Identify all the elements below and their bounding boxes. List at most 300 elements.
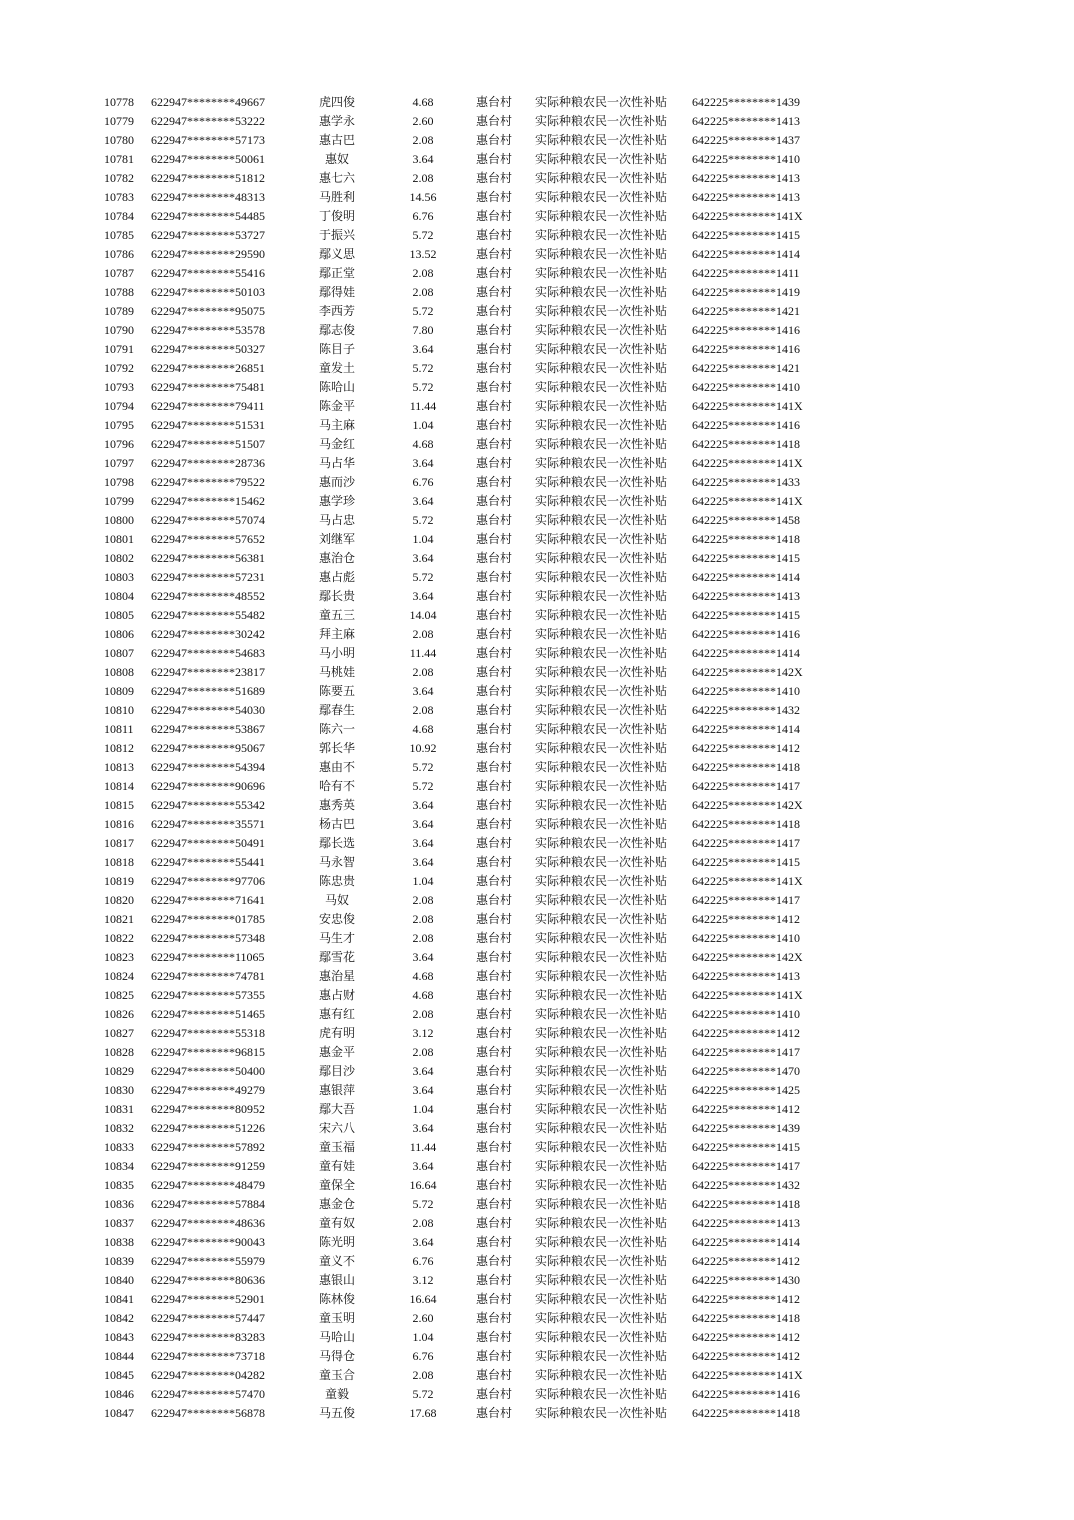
subsidy-amount: 3.64 xyxy=(412,1159,434,1173)
row-number: 10810 xyxy=(104,703,134,717)
bank-account: 622947********83283 xyxy=(151,1330,265,1344)
subsidy-type: 实际种粮农民一次性补贴 xyxy=(535,969,668,983)
subsidy-amount: 3.64 xyxy=(412,1121,434,1135)
row-number: 10801 xyxy=(104,532,134,546)
row-number: 10835 xyxy=(104,1178,134,1192)
village: 惠台村 xyxy=(476,1216,513,1230)
recipient-name: 惠占财 xyxy=(318,988,355,1002)
village: 惠台村 xyxy=(476,817,513,831)
id-number: 642225********1416 xyxy=(692,418,800,432)
row-number: 10843 xyxy=(104,1330,134,1344)
id-number: 642225********1470 xyxy=(692,1064,800,1078)
subsidy-type: 实际种粮农民一次性补贴 xyxy=(535,1083,668,1097)
subsidy-type: 实际种粮农民一次性补贴 xyxy=(535,1159,668,1173)
bank-account: 622947********48313 xyxy=(151,190,265,204)
table-row xyxy=(0,321,1074,340)
row-number: 10816 xyxy=(104,817,134,831)
row-number: 10791 xyxy=(104,342,134,356)
table-row xyxy=(0,1081,1074,1100)
subsidy-amount: 2.08 xyxy=(412,171,434,185)
row-number: 10781 xyxy=(104,152,134,166)
id-number: 642225********1437 xyxy=(692,133,800,147)
recipient-name: 童玉明 xyxy=(318,1311,355,1325)
bank-account: 622947********56878 xyxy=(151,1406,265,1420)
id-number: 642225********1458 xyxy=(692,513,800,527)
bank-account: 622947********57231 xyxy=(151,570,265,584)
subsidy-type: 实际种粮农民一次性补贴 xyxy=(535,950,668,964)
bank-account: 622947********15462 xyxy=(151,494,265,508)
recipient-name: 鄢雪花 xyxy=(318,950,355,964)
row-number: 10783 xyxy=(104,190,134,204)
row-number: 10817 xyxy=(104,836,134,850)
recipient-name: 鄢长贵 xyxy=(318,589,355,603)
row-number: 10788 xyxy=(104,285,134,299)
row-number: 10789 xyxy=(104,304,134,318)
subsidy-amount: 14.56 xyxy=(409,190,437,204)
subsidy-amount: 2.08 xyxy=(412,1045,434,1059)
subsidy-amount: 3.64 xyxy=(412,551,434,565)
subsidy-amount: 3.64 xyxy=(412,817,434,831)
subsidy-amount: 3.64 xyxy=(412,589,434,603)
subsidy-type: 实际种粮农民一次性补贴 xyxy=(535,380,668,394)
village: 惠台村 xyxy=(476,513,513,527)
recipient-name: 哈有不 xyxy=(318,779,355,793)
recipient-name: 童玉福 xyxy=(318,1140,355,1154)
table-row xyxy=(0,1024,1074,1043)
bank-account: 622947********48636 xyxy=(151,1216,265,1230)
village: 惠台村 xyxy=(476,551,513,565)
bank-account: 622947********26851 xyxy=(151,361,265,375)
village: 惠台村 xyxy=(476,608,513,622)
recipient-name: 鄢目沙 xyxy=(318,1064,355,1078)
subsidy-type: 实际种粮农民一次性补贴 xyxy=(535,1254,668,1268)
village: 惠台村 xyxy=(476,1368,513,1382)
subsidy-type: 实际种粮农民一次性补贴 xyxy=(535,627,668,641)
row-number: 10841 xyxy=(104,1292,134,1306)
recipient-name: 惠金仓 xyxy=(318,1197,355,1211)
subsidy-amount: 2.08 xyxy=(412,912,434,926)
subsidy-amount: 10.92 xyxy=(409,741,437,755)
village: 惠台村 xyxy=(476,95,513,109)
id-number: 642225********1417 xyxy=(692,893,800,907)
subsidy-type: 实际种粮农民一次性补贴 xyxy=(535,1007,668,1021)
table-row xyxy=(0,93,1074,112)
subsidy-amount: 3.64 xyxy=(412,684,434,698)
recipient-name: 马生才 xyxy=(318,931,355,945)
row-number: 10829 xyxy=(104,1064,134,1078)
id-number: 642225********1418 xyxy=(692,1406,800,1420)
village: 惠台村 xyxy=(476,570,513,584)
subsidy-type: 实际种粮农民一次性补贴 xyxy=(535,722,668,736)
subsidy-type: 实际种粮农民一次性补贴 xyxy=(535,1102,668,1116)
id-number: 642225********1418 xyxy=(692,532,800,546)
id-number: 642225********1425 xyxy=(692,1083,800,1097)
subsidy-amount: 5.72 xyxy=(412,228,434,242)
bank-account: 622947********49667 xyxy=(151,95,265,109)
subsidy-type: 实际种粮农民一次性补贴 xyxy=(535,456,668,470)
table-row xyxy=(0,511,1074,530)
village: 惠台村 xyxy=(476,665,513,679)
table-row xyxy=(0,435,1074,454)
bank-account: 622947********50061 xyxy=(151,152,265,166)
village: 惠台村 xyxy=(476,114,513,128)
village: 惠台村 xyxy=(476,1235,513,1249)
id-number: 642225********1421 xyxy=(692,361,800,375)
bank-account: 622947********53727 xyxy=(151,228,265,242)
recipient-name: 刘继军 xyxy=(318,532,355,546)
subsidy-amount: 4.68 xyxy=(412,969,434,983)
recipient-name: 鄢义思 xyxy=(318,247,355,261)
row-number: 10815 xyxy=(104,798,134,812)
village: 惠台村 xyxy=(476,171,513,185)
id-number: 642225********1419 xyxy=(692,285,800,299)
table-row xyxy=(0,454,1074,473)
table-row xyxy=(0,1347,1074,1366)
id-number: 642225********1418 xyxy=(692,1197,800,1211)
village: 惠台村 xyxy=(476,1349,513,1363)
row-number: 10830 xyxy=(104,1083,134,1097)
village: 惠台村 xyxy=(476,532,513,546)
bank-account: 622947********57447 xyxy=(151,1311,265,1325)
row-number: 10780 xyxy=(104,133,134,147)
recipient-name: 童发土 xyxy=(318,361,355,375)
recipient-name: 惠银山 xyxy=(318,1273,355,1287)
row-number: 10807 xyxy=(104,646,134,660)
id-number: 642225********1413 xyxy=(692,1216,800,1230)
id-number: 642225********1410 xyxy=(692,1007,800,1021)
id-number: 642225********1416 xyxy=(692,342,800,356)
subsidy-amount: 1.04 xyxy=(412,1330,434,1344)
subsidy-type: 实际种粮农民一次性补贴 xyxy=(535,988,668,1002)
id-number: 642225********1413 xyxy=(692,190,800,204)
id-number: 642225********1412 xyxy=(692,1026,800,1040)
row-number: 10786 xyxy=(104,247,134,261)
bank-account: 622947********54030 xyxy=(151,703,265,717)
id-number: 642225********1432 xyxy=(692,703,800,717)
row-number: 10800 xyxy=(104,513,134,527)
table-row xyxy=(0,891,1074,910)
subsidy-amount: 17.68 xyxy=(409,1406,437,1420)
subsidy-amount: 6.76 xyxy=(412,1254,434,1268)
subsidy-amount: 5.72 xyxy=(412,1197,434,1211)
bank-account: 622947********57470 xyxy=(151,1387,265,1401)
subsidy-amount: 5.72 xyxy=(412,361,434,375)
subsidy-amount: 6.76 xyxy=(412,1349,434,1363)
bank-account: 622947********75481 xyxy=(151,380,265,394)
table-row xyxy=(0,815,1074,834)
table-row xyxy=(0,1404,1074,1423)
subsidy-amount: 7.80 xyxy=(412,323,434,337)
row-number: 10837 xyxy=(104,1216,134,1230)
bank-account: 622947********91259 xyxy=(151,1159,265,1173)
village: 惠台村 xyxy=(476,437,513,451)
subsidy-amount: 3.64 xyxy=(412,1064,434,1078)
subsidy-amount: 3.64 xyxy=(412,456,434,470)
recipient-name: 惠奴 xyxy=(324,152,349,166)
subsidy-type: 实际种粮农民一次性补贴 xyxy=(535,1406,668,1420)
bank-account: 622947********51507 xyxy=(151,437,265,451)
bank-account: 622947********79411 xyxy=(151,399,265,413)
row-number: 10831 xyxy=(104,1102,134,1116)
row-number: 10823 xyxy=(104,950,134,964)
subsidy-amount: 3.64 xyxy=(412,1235,434,1249)
bank-account: 622947********57884 xyxy=(151,1197,265,1211)
id-number: 642225********1415 xyxy=(692,608,800,622)
subsidy-type: 实际种粮农民一次性补贴 xyxy=(535,1216,668,1230)
id-number: 642225********1415 xyxy=(692,551,800,565)
subsidy-amount: 1.04 xyxy=(412,874,434,888)
subsidy-type: 实际种粮农民一次性补贴 xyxy=(535,1235,668,1249)
table-row xyxy=(0,1233,1074,1252)
row-number: 10838 xyxy=(104,1235,134,1249)
recipient-name: 鄢志俊 xyxy=(318,323,355,337)
village: 惠台村 xyxy=(476,931,513,945)
recipient-name: 童五三 xyxy=(318,608,355,622)
village: 惠台村 xyxy=(476,950,513,964)
recipient-name: 陈目子 xyxy=(318,342,355,356)
recipient-name: 惠金平 xyxy=(318,1045,355,1059)
recipient-name: 惠古巴 xyxy=(318,133,355,147)
table-row xyxy=(0,1366,1074,1385)
subsidy-type: 实际种粮农民一次性补贴 xyxy=(535,741,668,755)
table-row xyxy=(0,150,1074,169)
subsidy-amount: 2.08 xyxy=(412,627,434,641)
village: 惠台村 xyxy=(476,456,513,470)
row-number: 10840 xyxy=(104,1273,134,1287)
subsidy-type: 实际种粮农民一次性补贴 xyxy=(535,494,668,508)
id-number: 642225********1410 xyxy=(692,380,800,394)
bank-account: 622947********96815 xyxy=(151,1045,265,1059)
bank-account: 622947********53222 xyxy=(151,114,265,128)
bank-account: 622947********57892 xyxy=(151,1140,265,1154)
table-row xyxy=(0,397,1074,416)
subsidy-amount: 5.72 xyxy=(412,779,434,793)
recipient-name: 马桃娃 xyxy=(318,665,355,679)
subsidy-amount: 5.72 xyxy=(412,380,434,394)
subsidy-amount: 14.04 xyxy=(409,608,437,622)
recipient-name: 陈光明 xyxy=(318,1235,355,1249)
row-number: 10828 xyxy=(104,1045,134,1059)
id-number: 642225********1414 xyxy=(692,1235,800,1249)
row-number: 10824 xyxy=(104,969,134,983)
table-row xyxy=(0,682,1074,701)
row-number: 10845 xyxy=(104,1368,134,1382)
bank-account: 622947********90043 xyxy=(151,1235,265,1249)
village: 惠台村 xyxy=(476,836,513,850)
village: 惠台村 xyxy=(476,1254,513,1268)
subsidy-amount: 2.08 xyxy=(412,285,434,299)
subsidy-amount: 11.44 xyxy=(409,646,437,660)
subsidy-type: 实际种粮农民一次性补贴 xyxy=(535,1387,668,1401)
subsidy-amount: 2.08 xyxy=(412,931,434,945)
subsidy-amount: 6.76 xyxy=(412,209,434,223)
village: 惠台村 xyxy=(476,494,513,508)
id-number: 642225********1412 xyxy=(692,1349,800,1363)
village: 惠台村 xyxy=(476,1311,513,1325)
recipient-name: 陈要五 xyxy=(318,684,355,698)
subsidy-type: 实际种粮农民一次性补贴 xyxy=(535,1026,668,1040)
village: 惠台村 xyxy=(476,855,513,869)
bank-account: 622947********55318 xyxy=(151,1026,265,1040)
recipient-name: 马占忠 xyxy=(318,513,355,527)
table-row xyxy=(0,739,1074,758)
recipient-name: 惠而沙 xyxy=(318,475,355,489)
table-row xyxy=(0,1176,1074,1195)
village: 惠台村 xyxy=(476,209,513,223)
bank-account: 622947********51812 xyxy=(151,171,265,185)
subsidy-type: 实际种粮农民一次性补贴 xyxy=(535,703,668,717)
recipient-name: 鄢长选 xyxy=(318,836,355,850)
recipient-name: 鄢正堂 xyxy=(318,266,355,280)
subsidy-amount: 5.72 xyxy=(412,1387,434,1401)
subsidy-type: 实际种粮农民一次性补贴 xyxy=(535,1140,668,1154)
row-number: 10797 xyxy=(104,456,134,470)
id-number: 642225********1410 xyxy=(692,684,800,698)
subsidy-amount: 3.12 xyxy=(412,1026,434,1040)
subsidy-amount: 5.72 xyxy=(412,513,434,527)
subsidy-type: 实际种粮农民一次性补贴 xyxy=(535,304,668,318)
bank-account: 622947********54394 xyxy=(151,760,265,774)
subsidy-type: 实际种粮农民一次性补贴 xyxy=(535,1064,668,1078)
table-row xyxy=(0,340,1074,359)
subsidy-amount: 3.12 xyxy=(412,1273,434,1287)
subsidy-amount: 2.08 xyxy=(412,1007,434,1021)
village: 惠台村 xyxy=(476,1273,513,1287)
row-number: 10790 xyxy=(104,323,134,337)
id-number: 642225********1414 xyxy=(692,247,800,261)
recipient-name: 于振兴 xyxy=(318,228,355,242)
subsidy-amount: 5.72 xyxy=(412,304,434,318)
table-row xyxy=(0,701,1074,720)
subsidy-type: 实际种粮农民一次性补贴 xyxy=(535,95,668,109)
village: 惠台村 xyxy=(476,1064,513,1078)
row-number: 10802 xyxy=(104,551,134,565)
bank-account: 622947********55342 xyxy=(151,798,265,812)
subsidy-type: 实际种粮农民一次性补贴 xyxy=(535,247,668,261)
table-row xyxy=(0,492,1074,511)
subsidy-type: 实际种粮农民一次性补贴 xyxy=(535,912,668,926)
id-number: 642225********1418 xyxy=(692,817,800,831)
subsidy-type: 实际种粮农民一次性补贴 xyxy=(535,836,668,850)
recipient-name: 惠学珍 xyxy=(318,494,355,508)
id-number: 642225********141X xyxy=(692,456,803,470)
table-row xyxy=(0,1214,1074,1233)
village: 惠台村 xyxy=(476,152,513,166)
subsidy-type: 实际种粮农民一次性补贴 xyxy=(535,399,668,413)
id-number: 642225********142X xyxy=(692,665,803,679)
village: 惠台村 xyxy=(476,741,513,755)
bank-account: 622947********79522 xyxy=(151,475,265,489)
subsidy-type: 实际种粮农民一次性补贴 xyxy=(535,475,668,489)
subsidy-type: 实际种粮农民一次性补贴 xyxy=(535,1368,668,1382)
row-number: 10808 xyxy=(104,665,134,679)
id-number: 642225********1413 xyxy=(692,114,800,128)
bank-account: 622947********30242 xyxy=(151,627,265,641)
id-number: 642225********1412 xyxy=(692,912,800,926)
recipient-name: 马永智 xyxy=(318,855,355,869)
village: 惠台村 xyxy=(476,1026,513,1040)
subsidy-type: 实际种粮农民一次性补贴 xyxy=(535,323,668,337)
bank-account: 622947********71641 xyxy=(151,893,265,907)
table-row xyxy=(0,834,1074,853)
recipient-name: 惠治仓 xyxy=(318,551,355,565)
bank-account: 622947********50400 xyxy=(151,1064,265,1078)
subsidy-type: 实际种粮农民一次性补贴 xyxy=(535,285,668,299)
id-number: 642225********141X xyxy=(692,988,803,1002)
village: 惠台村 xyxy=(476,304,513,318)
table-row xyxy=(0,416,1074,435)
id-number: 642225********1414 xyxy=(692,722,800,736)
village: 惠台村 xyxy=(476,1140,513,1154)
table-row xyxy=(0,929,1074,948)
table-row xyxy=(0,720,1074,739)
id-number: 642225********141X xyxy=(692,209,803,223)
table-row xyxy=(0,131,1074,150)
recipient-name: 鄢春生 xyxy=(318,703,355,717)
id-number: 642225********1414 xyxy=(692,570,800,584)
subsidy-amount: 5.72 xyxy=(412,760,434,774)
village: 惠台村 xyxy=(476,399,513,413)
id-number: 642225********1413 xyxy=(692,969,800,983)
bank-account: 622947********52901 xyxy=(151,1292,265,1306)
row-number: 10787 xyxy=(104,266,134,280)
recipient-name: 马五俊 xyxy=(318,1406,355,1420)
recipient-name: 惠七六 xyxy=(318,171,355,185)
row-number: 10812 xyxy=(104,741,134,755)
row-number: 10842 xyxy=(104,1311,134,1325)
village: 惠台村 xyxy=(476,589,513,603)
table-row xyxy=(0,226,1074,245)
subsidy-type: 实际种粮农民一次性补贴 xyxy=(535,551,668,565)
subsidy-amount: 2.08 xyxy=(412,133,434,147)
bank-account: 622947********51465 xyxy=(151,1007,265,1021)
subsidy-type: 实际种粮农民一次性补贴 xyxy=(535,342,668,356)
table-row xyxy=(0,283,1074,302)
recipient-name: 马得仓 xyxy=(318,1349,355,1363)
table-row xyxy=(0,1119,1074,1138)
row-number: 10796 xyxy=(104,437,134,451)
bank-account: 622947********29590 xyxy=(151,247,265,261)
bank-account: 622947********48479 xyxy=(151,1178,265,1192)
row-number: 10798 xyxy=(104,475,134,489)
village: 惠台村 xyxy=(476,874,513,888)
row-number: 10833 xyxy=(104,1140,134,1154)
id-number: 642225********1412 xyxy=(692,1102,800,1116)
village: 惠台村 xyxy=(476,1387,513,1401)
row-number: 10809 xyxy=(104,684,134,698)
village: 惠台村 xyxy=(476,1178,513,1192)
bank-account: 622947********50103 xyxy=(151,285,265,299)
id-number: 642225********1411 xyxy=(692,266,800,280)
recipient-name: 李西芳 xyxy=(318,304,355,318)
subsidy-amount: 1.04 xyxy=(412,1102,434,1116)
table-row xyxy=(0,1062,1074,1081)
id-number: 642225********1410 xyxy=(692,152,800,166)
village: 惠台村 xyxy=(476,1121,513,1135)
id-number: 642225********1410 xyxy=(692,931,800,945)
bank-account: 622947********74781 xyxy=(151,969,265,983)
table-row xyxy=(0,1271,1074,1290)
table-row xyxy=(0,872,1074,891)
village: 惠台村 xyxy=(476,1330,513,1344)
recipient-name: 鄢大吾 xyxy=(318,1102,355,1116)
id-number: 642225********1417 xyxy=(692,1045,800,1059)
subsidy-type: 实际种粮农民一次性补贴 xyxy=(535,418,668,432)
subsidy-type: 实际种粮农民一次性补贴 xyxy=(535,1292,668,1306)
recipient-name: 马小明 xyxy=(318,646,355,660)
id-number: 642225********1414 xyxy=(692,646,800,660)
row-number: 10799 xyxy=(104,494,134,508)
